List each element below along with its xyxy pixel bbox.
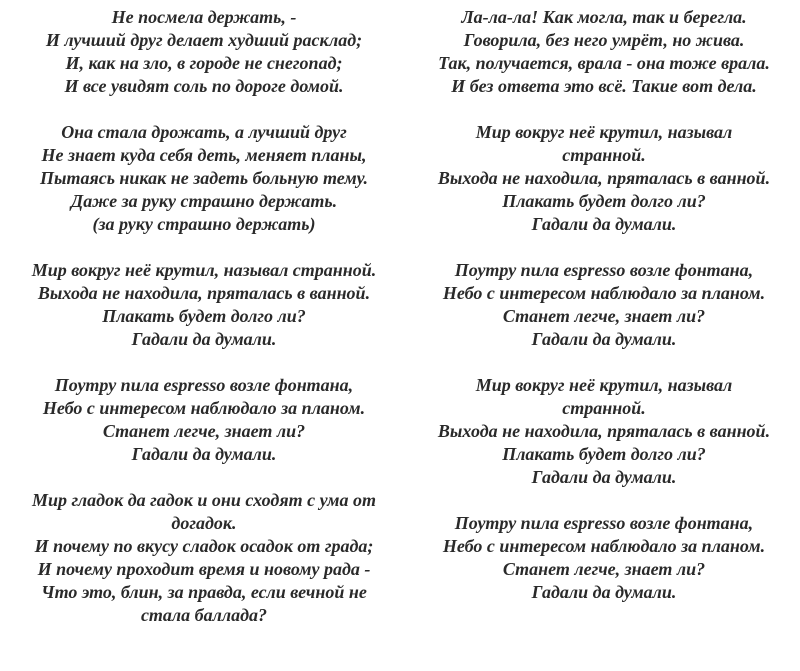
lyric-line: Гадали да думали. <box>531 214 677 234</box>
stanza <box>6 259 402 351</box>
lyric-line: Гадали да думали. <box>531 467 677 487</box>
lyric-line: Мир вокруг неё крутил, называл <box>475 375 733 395</box>
lyric-line: Поутру пила espresso возле фонтана, <box>54 375 354 395</box>
lyric-line: стала баллада? <box>140 605 268 625</box>
lyric-line: Гадали да думали. <box>531 582 677 602</box>
lyric-line: Выхода не находила, пряталась в ванной. <box>437 421 771 441</box>
stanza <box>414 121 794 236</box>
lyric-line: Она стала дрожать, а лучший друг <box>61 122 347 142</box>
lyric-line: Пытаясь никак не задеть больную тему. <box>39 168 369 188</box>
stanza <box>6 374 402 466</box>
stanza <box>414 6 794 98</box>
lyric-line: И почему проходит время и новому рада - <box>37 559 371 579</box>
lyric-line: Так, получается, врала - она тоже врала. <box>438 53 770 73</box>
lyric-line: Выхода не находила, пряталась в ванной. <box>37 283 371 303</box>
lyric-line: Что это, блин, за правда, если вечной не <box>41 582 367 602</box>
lyric-line: Плакать будет долго ли? <box>102 306 306 326</box>
lyric-line: Поутру пила espresso возле фонтана, <box>454 260 754 280</box>
lyric-line: Ла-ла-ла! Как могла, так и берегла. <box>461 7 747 27</box>
lyrics-right-column <box>414 6 794 671</box>
lyric-line: странной. <box>562 398 646 418</box>
lyric-line: И лучший друг делает худший расклад; <box>45 30 363 50</box>
lyric-line: Гадали да думали. <box>131 444 277 464</box>
stanza <box>414 259 794 351</box>
lyric-line: Мир вокруг неё крутил, называл странной. <box>31 260 377 280</box>
lyric-line: Небо с интересом наблюдало за планом. <box>442 536 766 556</box>
lyric-line: Станет легче, знает ли? <box>502 559 706 579</box>
stanza <box>6 489 402 627</box>
lyric-line: (за руку страшно держать) <box>92 214 316 234</box>
stanza <box>6 6 402 98</box>
lyric-line: Говорила, без него умрёт, но жива. <box>463 30 745 50</box>
lyric-line: Мир гладок да гадок и они сходят с ума от <box>32 490 376 510</box>
lyric-line: Небо с интересом наблюдало за планом. <box>42 398 366 418</box>
lyric-line: Мир вокруг неё крутил, называл <box>475 122 733 142</box>
stanza <box>6 121 402 236</box>
stanza <box>414 512 794 604</box>
lyric-line: И почему по вкусу сладок осадок от града; <box>34 536 374 556</box>
lyric-line: Станет легче, знает ли? <box>502 306 706 326</box>
lyric-line: Небо с интересом наблюдало за планом. <box>442 283 766 303</box>
lyric-line: И, как на зло, в городе не снегопад; <box>65 53 343 73</box>
lyric-line: Гадали да думали. <box>131 329 277 349</box>
lyric-line: Плакать будет долго ли? <box>502 191 706 211</box>
lyric-line: Даже за руку страшно держать. <box>70 191 338 211</box>
lyric-line: догадок. <box>171 513 237 533</box>
lyric-line: странной. <box>562 145 646 165</box>
lyric-line: Не знает куда себя деть, меняет планы, <box>41 145 367 165</box>
lyric-line: Гадали да думали. <box>531 329 677 349</box>
lyric-line: Плакать будет долго ли? <box>502 444 706 464</box>
lyric-line: И без ответа это всё. Такие вот дела. <box>451 76 757 96</box>
lyric-line: Не посмела держать, - <box>111 7 297 27</box>
lyric-line: И все увидят соль по дороге домой. <box>64 76 344 96</box>
lyrics-left-column <box>6 6 414 671</box>
stanza <box>414 374 794 489</box>
lyric-line: Станет легче, знает ли? <box>102 421 306 441</box>
lyric-line: Поутру пила espresso возле фонтана, <box>454 513 754 533</box>
lyric-line: Выхода не находила, пряталась в ванной. <box>437 168 771 188</box>
